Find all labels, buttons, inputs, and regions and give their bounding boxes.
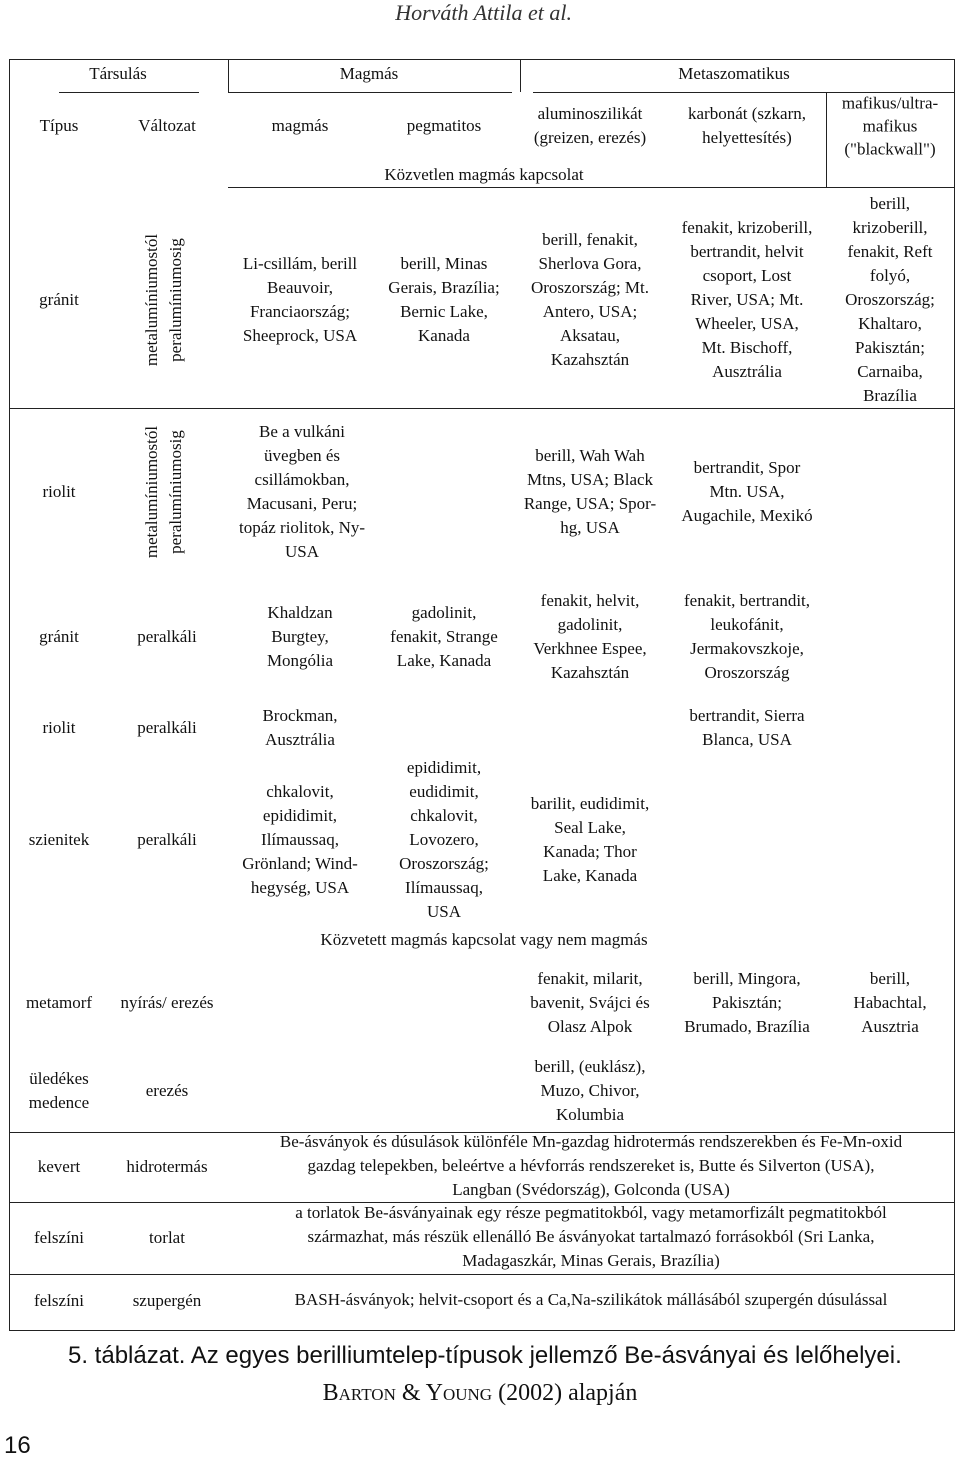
table-source [0,1380,960,1407]
cell-szienitek-valtozat: peralkáli [137,830,197,849]
cell-granit2-magmas: Khaldzan Burgtey, Mongólia [266,603,334,670]
cell-felszini1-tipus: felszíni [33,1228,85,1247]
cell-kevert-span: Be-ásványok és dúsulások különféle Mn-gazdag hidrotermás rendszerekben és Fe-Mn-oxid gazdag telepekben, beleértve a hévforrás rendszereket is, Butte és Silverton (USA), Langban (Svédország), Golconda (USA) [279,1132,903,1199]
cell-riolit1-magmas: Be a vulkáni üvegben és csillámokban, Macusani, Peru; topáz riolitok, Ny- USA [238,422,366,561]
col-header-pegmatitos: pegmatitos [406,116,482,135]
cell-granit1-valtozat: metalumíniumostól peralumíniumosig [142,233,185,367]
rule [9,1202,955,1203]
group-header-metaszomatikus: Metaszomatikus [678,64,790,83]
cell-granit1-tipus: gránit [39,290,79,309]
cell-riolit2-tipus: riolit [42,718,76,737]
cell-felszini1-span: a torlatok Be-ásványainak egy része pegmatitokból, vagy metamorfizált pegmatitokból származhat, más részük ellenálló Be ásványokat tartalmazó forrásokból (Sri Lanka, Madagaszkár, Minas Gerais, Brazília) [295,1203,887,1270]
cell-szienitek-pegmatitos: epididimit, eudidimit, chkalovit, Lovozero, Oroszország; Ilímaussaq, USA [399,758,489,921]
col-header-magmas: magmás [271,116,329,135]
source-rest: (2002) alapján [492,1380,638,1406]
col-header-aluminoszilikat: aluminoszilikát (greizen, erezés) [533,104,647,147]
group-header-tarsulas: Társulás [89,64,147,83]
cell-metamorf-karbonat: berill, Mingora, Pakisztán; Brumado, Brazília [684,969,810,1036]
cell-riolit1-tipus: riolit [42,482,76,501]
cell-felszini2-valtozat: szupergén [132,1291,202,1310]
cell-felszini2-span: BASH-ásványok; helvit-csoport és a Ca,Na-szilikátok mállásából szupergén dúsulással [294,1290,888,1309]
cell-uledekes-valtozat: erezés [145,1081,189,1100]
rule [9,408,955,409]
cell-granit1-pegmatitos: berill, Minas Gerais, Brazília; Bernic Lake, Kanada [388,254,500,345]
cell-felszini2-tipus: felszíni [33,1291,85,1310]
cell-granit1-karbonat: fenakit, krizoberill, bertrandit, helvit csoport, Lost River, USA; Mt. Wheeler, USA, Mt. Bischoff, Ausztrália [681,218,813,381]
source-author: Barton & Young [322,1380,493,1406]
cell-granit1-aluminoszilikat: berill, fenakit, Sherlova Gora, Oroszország; Mt. Antero, USA; Aksatau, Kazahsztán [530,230,650,369]
rule [228,59,229,92]
col-header-tipus: Típus [39,116,79,135]
cell-metamorf-tipus: metamorf [25,993,93,1012]
cell-metamorf-aluminoszilikat: fenakit, milarit, bavenit, Svájci és Olasz Alpok [530,969,650,1036]
cell-szienitek-aluminoszilikat: barilit, eudidimit, Seal Lake, Kanada; Thor Lake, Kanada [530,794,650,885]
rule [228,92,512,93]
cell-kevert-valtozat: hidrotermás [126,1157,208,1176]
cell-granit2-aluminoszilikat: fenakit, helvit, gadolinit, Verkhnee Espee, Kazahsztán [533,591,647,682]
cell-riolit1-karbonat: bertrandit, Spor Mtn. USA, Augachile, Mexikó [681,458,813,525]
col-header-mafikus: mafikus/ultra- mafikus ("blackwall") [841,93,939,159]
cell-kevert-tipus: kevert [37,1157,81,1176]
rule [826,92,827,187]
section-direct: Közvetlen magmás kapcsolat [384,165,584,184]
cell-metamorf-mafikus: berill, Habachtal, Ausztria [853,969,927,1036]
cell-granit1-magmas: Li-csillám, berill Beauvoir, Franciaország; Sheeprock, USA [242,254,358,345]
cell-uledekes-tipus: üledékes medence [28,1069,90,1112]
section-indirect: Közvetett magmás kapcsolat vagy nem magmás [320,930,648,949]
group-header-magmas: Magmás [339,64,399,83]
page-number: 16 [4,1432,31,1459]
cell-granit2-valtozat: peralkáli [137,627,197,646]
rule [9,1274,955,1275]
table-caption: 5. táblázat. Az egyes berilliumtelep-típusok jellemző Be-ásványai és lelőhelyei. [68,1342,902,1369]
cell-riolit2-valtozat: peralkáli [137,718,197,737]
rule [228,187,955,188]
cell-felszini1-valtozat: torlat [149,1228,185,1247]
cell-szienitek-tipus: szienitek [28,830,90,849]
cell-granit2-pegmatitos: gadolinit, fenakit, Strange Lake, Kanada [390,603,498,670]
cell-granit2-karbonat: fenakit, bertrandit, leukofánit, Jermakovszkoje, Oroszország [683,591,811,682]
cell-riolit1-valtozat: metalumíniumostól peralumíniumosig [142,425,185,559]
col-header-valtozat: Változat [138,116,196,135]
cell-riolit1-aluminoszilikat: berill, Wah Wah Mtns, USA; Black Range, USA; Spor- hg, USA [523,446,657,537]
cell-riolit2-magmas: Brockman, Ausztrália [262,706,338,749]
running-header [0,0,960,26]
col-header-karbonat: karbonát (szkarn, helyettesítés) [687,104,807,147]
cell-granit2-tipus: gránit [39,627,79,646]
rule [59,92,199,93]
rule [520,59,521,92]
rule [9,1132,955,1133]
header-author: Horváth Attila et al. [395,0,572,25]
cell-metamorf-valtozat: nyírás/ erezés [120,993,214,1012]
cell-granit1-mafikus: berill, krizoberill, fenakit, Reft folyó, Oroszország; Khaltaro, Pakisztán; Carnaiba, Brazília [845,194,935,405]
cell-uledekes-aluminoszilikat: berill, (euklász), Muzo, Chivor, Kolumbia [534,1057,646,1124]
cell-szienitek-magmas: chkalovit, epididimit, Ilímaussaq, Grönland; Wind- hegység, USA [242,782,358,897]
cell-riolit2-karbonat: bertrandit, Sierra Blanca, USA [689,706,805,749]
